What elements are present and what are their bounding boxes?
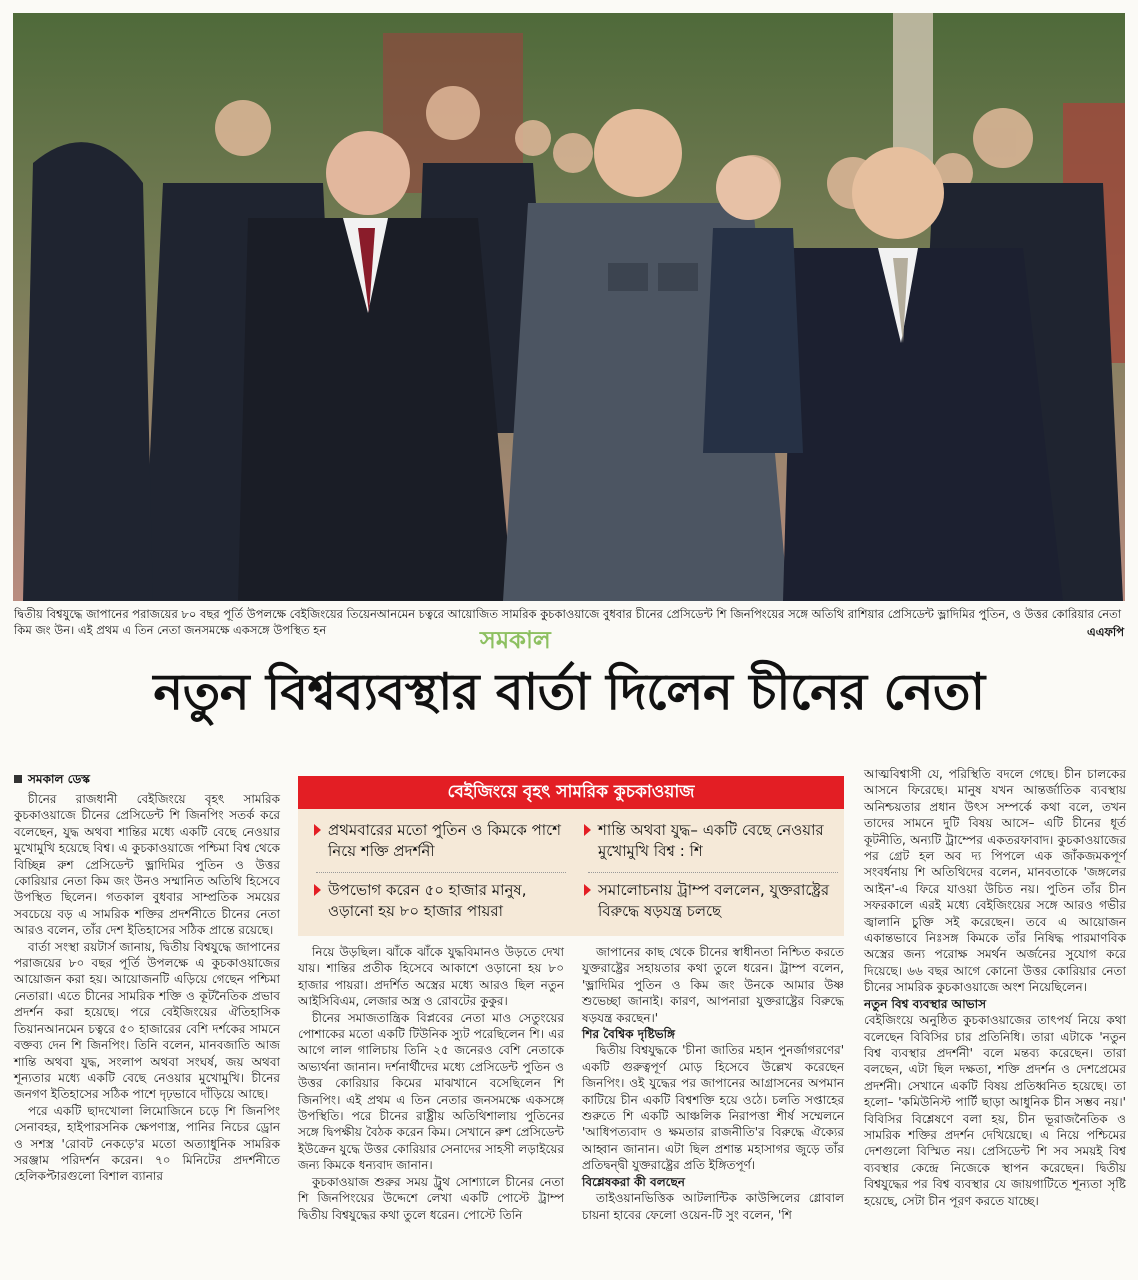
paragraph: নিয়ে উড়ছিল। ঝাঁকে ঝাঁকে যুদ্ধবিমানও উড়তে দেখা যায়। শান্তির প্রতীক হিসেবে আকাশে ওড়ানো হয় ৮০ হাজার পায়রা। প্রদর্শিত অস্ত্রের মধ্যে আরও ছিল নতুন আইসিবিএম, লেজার অস্ত্র ও রোবটের কুকুর।: [298, 945, 564, 1009]
highlight-text: সমালোচনায় ট্রাম্প বললেন, যুক্তরাষ্ট্রের বিরুদ্ধে ষড়যন্ত্র চলছে: [598, 881, 830, 920]
paragraph: দ্বিতীয় বিশ্বযুদ্ধকে 'চীনা জাতির মহান পুনর্জাগরণের' একটি গুরুত্বপূর্ণ মোড় হিসেবে উল্লেখ করেছেন জিনপিং। ওই যুদ্ধের পর জাপানের আগ্রাসনের অপমান কাটিয়ে চীন একটি বিশ্বশক্তি হয়ে ওঠে। চলতি সপ্তাহের শুরুতে শি একটি আঞ্চলিক নিরাপত্তা শীর্ষ সম্মেলনে 'আধিপত্যবাদ ও ক্ষমতার রাজনীতি'র বিরুদ্ধে ঐক্যের আহ্বান জানান। এটা ছিল প্রশান্ত মহাসাগর জুড়ে তাঁর প্রতিদ্বন্দ্বী যুক্তরাষ্ট্রের প্রতি ইঙ্গিতপূর্ণ।: [582, 1043, 844, 1173]
highlight-item: [328, 880, 568, 922]
byline-square-icon: [14, 775, 22, 783]
triangle-bullet-icon: [584, 884, 591, 896]
triangle-bullet-icon: [314, 884, 321, 896]
parade-photo-illustration: [13, 13, 1125, 601]
column-2: [298, 944, 564, 1223]
highlight-text: শান্তি অথবা যুদ্ধ– একটি বেছে নেওয়ার মুখোমুখি বিশ্ব : শি: [598, 821, 824, 860]
column-4: [864, 766, 1126, 1209]
byline: [14, 771, 90, 791]
paragraph: চীনের রাজধানী বেইজিংয়ে বৃহৎ সামরিক কুচকাওয়াজে চীনের প্রেসিডেন্ট শি জিনপিং সতর্ক করে বলেছেন, যুদ্ধ অথবা শান্তির মধ্যে একটি বেছে নেওয়ার মুখোমুখি হয়েছে বিশ্ব। এ কুচকাওয়াজে পশ্চিমা বিশ্ব থেকে বিচ্ছিন্ন রুশ প্রেসিডেন্ট ভ্লাদিমির পুতিন ও উত্তর কোরিয়ার নেতা কিম জং উনও সম্মানিত অতিথি হিসেবে উপস্থিত ছিলেন। গতকাল বুধবার সাম্প্রতিক সময়ের সবচেয়ে বড় এ সামরিক শক্তির প্রদর্শনীতে চীনের নেতা আরও বলেন, তাঁর দেশ ইতিহাসের সঠিক প্রান্তে রয়েছে।: [14, 792, 280, 938]
triangle-bullet-icon: [584, 824, 591, 836]
paragraph: তাইওয়ানভিত্তিক আটলান্টিক কাউন্সিলের গ্লোবাল চায়না হাবের ফেলো ওয়েন-টি সুং বলেন, 'শি: [582, 1191, 844, 1222]
highlight-item: [328, 820, 568, 862]
triangle-bullet-icon: [314, 824, 321, 836]
paragraph: চীনের সমাজতান্ত্রিক বিপ্লবের নেতা মাও সেতুংয়ের পোশাকের মতো একটি টিউনিক স্যুট পরেছিলেন শি। এর আগে লাল গালিচায় তিনি ২৫ জনেরও বেশি নেতাকে অভ্যর্থনা জানান। দর্শনার্থীদের মধ্যে প্রেসিডেন্ট পুতিন ও উত্তর কোরিয়ার কিমের মাঝখানে বসেছিলেন শি জিনপিং। এই প্রথম এ তিন নেতার জনসমক্ষে একসঙ্গে উপস্থিতি। পরে চীনের রাষ্ট্রীয় অতিথিশালায় পুতিনের সঙ্গে দ্বিপক্ষীয় বৈঠক করেন কিম। সেখানে রুশ প্রেসিডেন্ট ইউক্রেন যুদ্ধে উত্তর কোরিয়ার সেনাদের সাহসী লড়াইয়ের জন্য কিমকে ধন্যবাদ জানান।: [298, 1010, 564, 1173]
photo-credit: এএফপি: [1087, 625, 1124, 639]
paragraph: আত্মবিশ্বাসী যে, পরিস্থিতি বদলে গেছে। চীন চালকের আসনে ফিরেছে। মানুষ যখন আন্তর্জাতিক ব্যবস্থায় অনিশ্চয়তার প্রধান উৎস সম্পর্কে কথা বলে, তখন তাদের সামনে দুটি বিষয় আসে– এটি চীনের ধূর্ত কূটনীতি, অন্যটি ট্রাম্পের একতরফাবাদ। কুচকাওয়াজের পর গ্রেট হল অব দ্য পিপলে এক জাঁকজমকপূর্ণ সংবর্ধনায় শি অতিথিদের বলেন, মানবতাকে 'জঙ্গলের আইন'-এ ফিরে যাওয়া উচিত নয়। পুতিন তাঁর চীন সফরকালে এরই মধ্যে বেইজিংয়ের সঙ্গে আরও গভীর জ্বালানি চুক্তি সই করেছেন। তবে এ আয়োজন একান্তভাবে নিঃসঙ্গ কিমকে তাঁর নিষিদ্ধ পারমাণবিক অস্ত্রের জন্য পরোক্ষ সমর্থন অর্জনের সুযোগ করে দিয়েছে। ৬৬ বছর আগে কোনো উত্তর কোরিয়ার নেতা চীনের সামরিক কুচকাওয়াজে অংশ নিয়েছিলেন।: [864, 767, 1126, 995]
dotted-divider: [588, 872, 838, 873]
column-3: [582, 944, 844, 1223]
paragraph: বার্তা সংস্থা রয়টার্স জানায়, দ্বিতীয় বিশ্বযুদ্ধে জাপানের পরাজয়ের ৮০ বছর পূর্তি উপলক্ষে এ কুচকাওয়াজের আয়োজন করা হয়। আয়োজনটি এড়িয়ে গেছেন পশ্চিমা নেতারা। এতে চীনের সামরিক শক্তি ও কূটনৈতিক প্রভাব প্রদর্শন করা হয়েছে। পরে বেইজিংয়ের ঐতিহাসিক তিয়ানআনমেন চত্বরে ৫০ হাজারের বেশি দর্শকের সামনে বক্তব্য দেন শি জিনপিং। তিনি বলেন, মানবজাতি আজ শান্তি অথবা যুদ্ধ, সংলাপ অথবা সংঘর্ষ, জয় অথবা শূন্যতার মধ্যে একটি বেছে নেওয়ার মুখোমুখি। চীনের জনগণ ইতিহাসের সঠিক পাশে দৃঢ়ভাবে দাঁড়িয়ে আছে।: [14, 939, 280, 1102]
subheading: নতুন বিশ্ব ব্যবস্থার আভাস: [864, 996, 987, 1011]
highlight-box: [298, 776, 844, 936]
dotted-divider: [316, 872, 566, 873]
paragraph: পরে একটি ছাদখোলা লিমোজিনে চড়ে শি জিনপিং সেনাবহর, হাইপারসনিক ক্ষেপণাস্ত্র, পানির নিচের ড্রোন ও সশস্ত্র 'রোবট নেকড়ে'র মতো অত্যাধুনিক সামরিক সরঞ্জাম পরিদর্শন করেন। ৭০ মিনিটের প্রদর্শনীতে হেলিকপ্টারগুলো বিশাল ব্যানার: [14, 1103, 280, 1184]
highlight-text: প্রথমবারের মতো পুতিন ও কিমকে পাশে নিয়ে শক্তি প্রদর্শনী: [328, 821, 562, 860]
headline: নতুন বিশ্বব্যবস্থার বার্তা দিলেন চীনের নেতা: [153, 663, 985, 721]
lead-photo: [13, 13, 1125, 601]
subheading: শির বৈশ্বিক দৃষ্টিভঙ্গি: [582, 1027, 675, 1042]
photo-caption: দ্বিতীয় বিশ্বযুদ্ধে জাপানের পরাজয়ের ৮০ বছর পূর্তি উপলক্ষে বেইজিংয়ের তিয়েনআনমেন চত্বরে আয়োজিত সামরিক কুচকাওয়াজে বুধবার চীনের প্রেসিডেন্ট শি জিনপিংয়ের সঙ্গে অতিথি রাশিয়ার প্রেসিডেন্ট ভ্লাদিমির পুতিন, ও উত্তর কোরিয়ার নেতা কিম জং উন। এই প্রথম এ তিন নেতা জনসমক্ষে একসঙ্গে উপস্থিত হন: [14, 607, 1122, 637]
paragraph: বেইজিংয়ে অনুষ্ঠিত কুচকাওয়াজের তাৎপর্য নিয়ে কথা বলেছেন বিবিসির চার প্রতিনিধি। তারা এটাকে 'নতুন বিশ্ব ব্যবস্থার প্রদর্শনী' বলে মন্তব্য করেছেন। তারা বলছেন, এটা ছিল দক্ষতা, শক্তি প্রদর্শন ও দেশপ্রেমের প্রদর্শনী। সেখানে একটি বিষয় প্রতিধ্বনিত হয়েছে। তা হলো– 'কমিউনিস্ট পার্টি ছাড়া আধুনিক চীন সম্ভব নয়।' বিবিসির বিশ্লেষণে বলা হয়, চীন ভূরাজনৈতিক ও সামরিক শক্তির প্রদর্শন দেখিয়েছে। এ নিয়ে পশ্চিমের দেশগুলো বিস্মিত নয়। প্রেসিডেন্ট শি সব সময়ই বিশ্ব ব্যবস্থার কেন্দ্রে নিজেকে স্থাপন করেছেন। দ্বিতীয় বিশ্বযুদ্ধের পর বিশ্ব ব্যবস্থার যে জায়গাটিতে শূন্যতা সৃষ্টি হয়েছে, সেটা চীন পূরণ করতে যাচ্ছে।: [864, 1013, 1126, 1208]
masthead-watermark: সমকাল: [480, 626, 551, 654]
column-1: [14, 791, 280, 1185]
paragraph: কুচকাওয়াজ শুরুর সময় ট্রুথ সোশ্যালে চীনের নেতা শি জিনপিংয়ের উদ্দেশে লেখা একটি পোস্টে ট্রাম্প দ্বিতীয় বিশ্বযুদ্ধের কথা তুলে ধরেন। পোস্টে তিনি: [298, 1174, 564, 1222]
subheading: বিশ্লেষকরা কী বলছেন: [582, 1174, 685, 1189]
paragraph: জাপানের কাছ থেকে চীনের স্বাধীনতা নিশ্চিত করতে যুক্তরাষ্ট্রের সহায়তার কথা তুলে ধরেন। ট্রাম্প বলেন, 'ভ্লাদিমির পুতিন ও কিম জং উনকে আমার উষ্ণ শুভেচ্ছা জানাই। কারণ, আপনারা যুক্তরাষ্ট্রের বিরুদ্ধে ষড়যন্ত্র করছেন।': [582, 945, 844, 1025]
highlight-box-title: বেইজিংয়ে বৃহৎ সামরিক কুচকাওয়াজ: [298, 776, 844, 809]
highlight-item: [598, 880, 838, 922]
byline-text: সমকাল ডেস্ক: [28, 772, 90, 786]
highlight-text: উপভোগ করেন ৫০ হাজার মানুষ, ওড়ানো হয় ৮০ হাজার পায়রা: [328, 881, 527, 920]
highlight-item: [598, 820, 838, 862]
